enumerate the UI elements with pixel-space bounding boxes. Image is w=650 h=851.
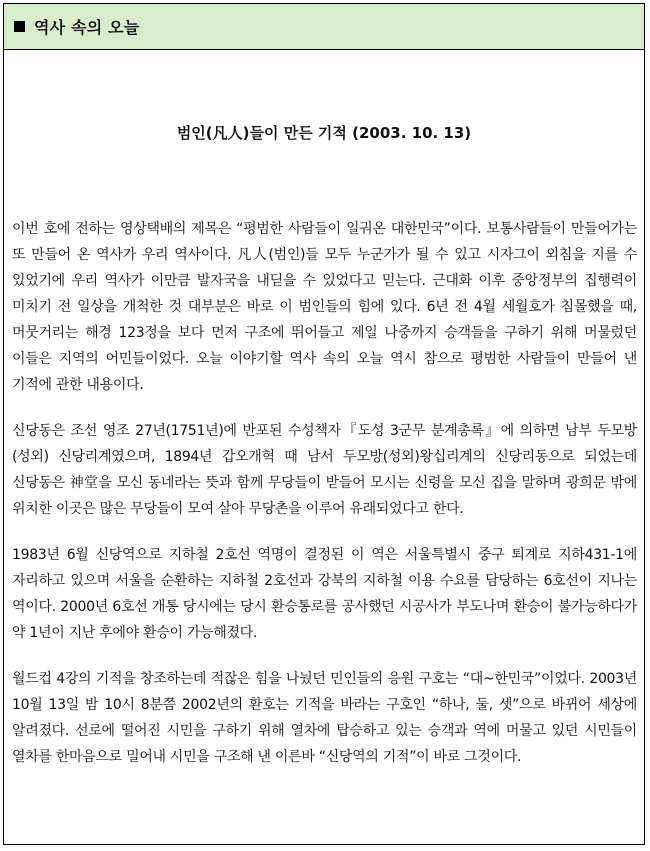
paragraph-sindang-history: 신당동은 조선 영조 27년(1751년)에 반포된 수성책자『도성 3군무 분계총록』에 의하면 남부 두모방(성외) 신당리계였으며, 1894년 갑오개혁 때 남서 두모방(성외)왕십리계의 신당리동으로 되었는데 신당동은 神堂을 모신 동네라는 뜻과 함께 무당들이 받들어 모시는 신령을 모신 집을 말하며 광희문 밖에 위치한 이곳은 많은 무당들이 모여 살아 무당촌을 이루어 유래되었다고 한다. [12,423,637,517]
article-frame [3,3,645,845]
paragraph-intro: 이번 호에 전하는 영상택배의 제목은 “평범한 사람들이 일궈온 대한민국”이다. 보통사람들이 만들어가는 또 만들어 온 역사가 우리 역사이다. 凡人(범인)들 모두 누군가가 될 수 있고 시자그이 외침을 지를 수 있었기에 우리 역사가 이만큼 발자국을 내딛을 수 있었다고 믿는다. 근대화 이후 중앙정부의 집행력이 미치기 전 일상을 개척한 것 대부분은 바로 이 범인들의 힘에 있다. 6년 전 4월 세월호가 침몰했을 때, 머뭇거리는 해경 123정을 보다 먼저 구조에 뛰어들고 제일 나중까지 승객들을 구하기 위해 머물렀던 이들은 지역의 어민들이었다. 오늘 이야기할 역사 속의 오늘 역시 참으로 평범한 사람들이 만들어 낸 기적에 관한 내용이다. [12,221,637,393]
section-title: 역사 속의 오늘 [34,18,140,37]
paragraph-miracle: 월드컵 4강의 기적을 창조하는데 적잖은 힘을 나눴던 민인들의 응원 구호는 “대~한민국”이었다. 2003년 10월 13일 밤 10시 8분쯤 2002년의 환호는 기적을 바라는 구호인 “하나, 둘, 셋”으로 바뀌어 세상에 알려졌다. 선로에 떨어진 시민을 구하기 위해 열차에 탑승하고 있는 승객과 역에 머물고 있던 시민들이 열차를 한마음으로 밀어내 시민을 구조해 낸 이른바 “신당역의 기적”이 바로 그것이다. [12,671,637,765]
section-header [4,4,644,50]
paragraph-station: 1983년 6월 신당역으로 지하철 2호선 역명이 결정된 이 역은 서울특별시 중구 퇴계로 지하431-1에 자리하고 있으며 서울을 순환하는 지하철 2호선과 강북의 지하철 이용 수요를 담당하는 6호선이 지나는 역이다. 2000년 6호선 개통 당시에는 당시 환승통로를 공사했던 시공사가 부도나며 환승이 불가능하다가 약 1년이 지난 후에야 환승이 가능해졌다. [12,547,637,641]
article-body [12,216,637,790]
square-bullet-icon [14,21,25,32]
article-title: 범인(凡人)들이 만든 기적 (2003. 10. 13) [176,124,472,142]
